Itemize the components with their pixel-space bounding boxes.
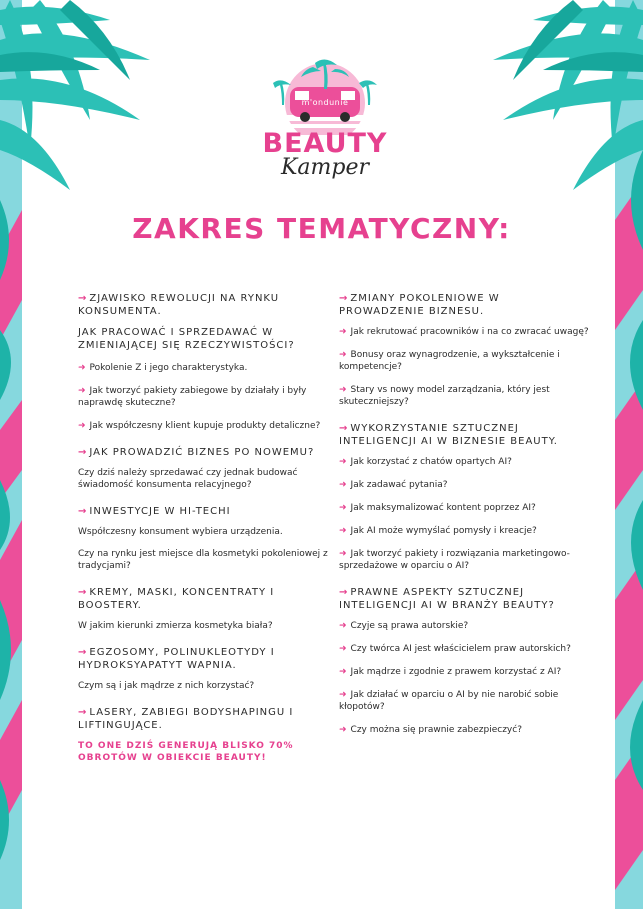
list-item bbox=[339, 326, 589, 338]
section-heading-text: KREMY, MASKI, KONCENTRATY I BOOSTERY. bbox=[78, 587, 275, 611]
arrow-circle-icon: ➜ bbox=[339, 327, 347, 337]
topic-section bbox=[78, 446, 328, 491]
list-item-text: Jak tworzyć pakiety i rozwiązania marketingowo-sprzedażowe w oparciu o AI? bbox=[339, 549, 570, 571]
section-heading bbox=[339, 422, 589, 448]
arrow-circle-icon: ➜ bbox=[339, 549, 347, 559]
section-heading bbox=[339, 586, 589, 612]
arrow-circle-icon: ➜ bbox=[339, 385, 347, 395]
list-item-text: Jak mądrze i zgodnie z prawem korzystać z AI? bbox=[350, 667, 562, 677]
list-item-text: Czy można się prawnie zabezpieczyć? bbox=[350, 725, 522, 735]
palm-leaves-decor bbox=[473, 0, 643, 214]
logo-kamper-text: Kamper bbox=[280, 155, 370, 180]
arrow-circle-icon: ➜ bbox=[339, 350, 347, 360]
page-title: ZAKRES TEMATYCZNY: bbox=[132, 212, 511, 245]
topic-section bbox=[78, 706, 328, 764]
topic-section bbox=[78, 586, 328, 632]
arrow-circle-icon: ➜ bbox=[339, 621, 347, 631]
list-item-text: Czyje są prawa autorskie? bbox=[350, 621, 469, 631]
list-item bbox=[78, 420, 328, 432]
arrow-circle-icon: ➜ bbox=[339, 457, 347, 467]
section-text: W jakim kierunki zmierza kosmetyka biała? bbox=[78, 621, 273, 631]
list-item bbox=[78, 362, 328, 374]
section-text: Współczesny konsument wybiera urządzenia. bbox=[78, 527, 283, 537]
arrow-circle-icon: ➜ bbox=[339, 480, 347, 490]
section-subheading: JAK PRACOWAĆ I SPRZEDAWAĆ W ZMIENIAJĄCEJ SIĘ RZECZYWISTOŚCI? bbox=[78, 327, 295, 351]
list-item bbox=[339, 479, 589, 491]
section-heading-text: LASERY, ZABIEGI BODYSHAPINGU I LIFTINGUJĄCE. bbox=[78, 707, 294, 731]
logo-beauty-text: BEAUTY bbox=[262, 128, 388, 159]
arrow-right-icon: → bbox=[78, 587, 88, 598]
list-item-text: Stary vs nowy model zarządzania, który jest skuteczniejszy? bbox=[339, 385, 550, 407]
list-item bbox=[339, 525, 589, 537]
topic-section bbox=[78, 505, 328, 572]
highlight-text: TO ONE DZIŚ GENERUJĄ BLISKO 70% OBROTÓW W OBIEKCIE BEAUTY! bbox=[78, 741, 294, 763]
section-heading-text: WYKORZYSTANIE SZTUCZNEJ INTELIGENCJI AI W BIZNESIE BEAUTY. bbox=[339, 423, 558, 447]
arrow-circle-icon: ➜ bbox=[339, 690, 347, 700]
list-item-text: Jak zadawać pytania? bbox=[350, 480, 448, 490]
topic-section bbox=[339, 292, 589, 408]
section-heading-text: INWESTYCJE W HI-TECHI bbox=[89, 506, 231, 517]
arrow-circle-icon: ➜ bbox=[78, 421, 86, 431]
arrow-right-icon: → bbox=[78, 293, 88, 304]
list-item bbox=[339, 643, 589, 655]
arrow-circle-icon: ➜ bbox=[339, 667, 347, 677]
section-heading bbox=[339, 292, 589, 318]
list-item bbox=[78, 385, 328, 409]
list-item bbox=[339, 456, 589, 468]
list-item-text: Czy twórca AI jest właścicielem praw autorskich? bbox=[350, 644, 571, 654]
logo-brand-text: m'ondunie bbox=[301, 98, 349, 107]
section-text: Czy na rynku jest miejsce dla kosmetyki pokoleniowej z tradycjami? bbox=[78, 549, 328, 571]
logo-emblem-icon bbox=[255, 55, 395, 135]
section-heading-text: ZMIANY POKOLENIOWE W PROWADZENIE BIZNESU. bbox=[339, 293, 500, 317]
arrow-right-icon: → bbox=[339, 587, 349, 598]
topic-section bbox=[78, 646, 328, 692]
beauty-kamper-logo bbox=[255, 55, 395, 185]
list-item bbox=[339, 349, 589, 373]
arrow-circle-icon: ➜ bbox=[78, 386, 86, 396]
list-item-text: Jak współczesny klient kupuje produkty detaliczne? bbox=[89, 421, 321, 431]
section-heading bbox=[78, 446, 328, 459]
arrow-circle-icon: ➜ bbox=[78, 363, 86, 373]
section-heading bbox=[78, 505, 328, 518]
section-heading-text: PRAWNE ASPEKTY SZTUCZNEJ INTELIGENCJI AI W BRANŻY BEAUTY? bbox=[339, 587, 555, 611]
section-text: Czy dziś należy sprzedawać czy jednak budować świadomość konsumenta relacyjnego? bbox=[78, 468, 298, 490]
list-item-text: Jak rekrutować pracowników i na co zwracać uwagę? bbox=[350, 327, 589, 337]
section-heading bbox=[78, 646, 328, 672]
topic-section bbox=[339, 586, 589, 736]
list-item bbox=[339, 620, 589, 632]
arrow-right-icon: → bbox=[78, 447, 88, 458]
section-heading-text: JAK PROWADZIĆ BIZNES PO NOWEMU? bbox=[89, 447, 315, 458]
list-item bbox=[339, 724, 589, 736]
section-heading-text: EGZOSOMY, POLINUKLEOTYDY I HYDROKSYAPATYT WAPNIA. bbox=[78, 647, 275, 671]
list-item-text: Jak maksymalizować kontent poprzez AI? bbox=[350, 503, 536, 513]
list-item-text: Bonusy oraz wynagrodzenie, a wykształcenie i kompetencje? bbox=[339, 350, 560, 372]
list-item bbox=[339, 502, 589, 514]
arrow-right-icon: → bbox=[78, 506, 88, 517]
arrow-circle-icon: ➜ bbox=[339, 725, 347, 735]
arrow-right-icon: → bbox=[339, 293, 349, 304]
topic-section bbox=[78, 292, 328, 432]
section-text: Czym są i jak mądrze z nich korzystać? bbox=[78, 681, 255, 691]
list-item bbox=[339, 548, 589, 572]
arrow-right-icon: → bbox=[78, 707, 88, 718]
list-item-text: Jak AI może wymyślać pomysły i kreacje? bbox=[350, 526, 537, 536]
right-column bbox=[339, 292, 589, 750]
list-item bbox=[339, 689, 589, 713]
palm-leaves-decor bbox=[0, 0, 170, 214]
arrow-right-icon: → bbox=[78, 647, 88, 658]
list-item bbox=[339, 666, 589, 678]
list-item-text: Jak korzystać z chatów opartych AI? bbox=[350, 457, 512, 467]
section-heading bbox=[78, 586, 328, 612]
left-column bbox=[78, 292, 328, 778]
list-item bbox=[339, 384, 589, 408]
section-heading-text: ZJAWISKO REWOLUCJI NA RYNKU KONSUMENTA. bbox=[78, 293, 280, 317]
list-item-text: Jak działać w oparciu o AI by nie narobić sobie kłopotów? bbox=[339, 690, 559, 712]
list-item-text: Pokolenie Z i jego charakterystyka. bbox=[89, 363, 248, 373]
list-item-text: Jak tworzyć pakiety zabiegowe by działały i były naprawdę skuteczne? bbox=[78, 386, 307, 408]
arrow-right-icon: → bbox=[339, 423, 349, 434]
topic-section bbox=[339, 422, 589, 572]
arrow-circle-icon: ➜ bbox=[339, 644, 347, 654]
arrow-circle-icon: ➜ bbox=[339, 526, 347, 536]
arrow-circle-icon: ➜ bbox=[339, 503, 347, 513]
section-heading bbox=[78, 292, 328, 318]
section-heading bbox=[78, 706, 328, 732]
